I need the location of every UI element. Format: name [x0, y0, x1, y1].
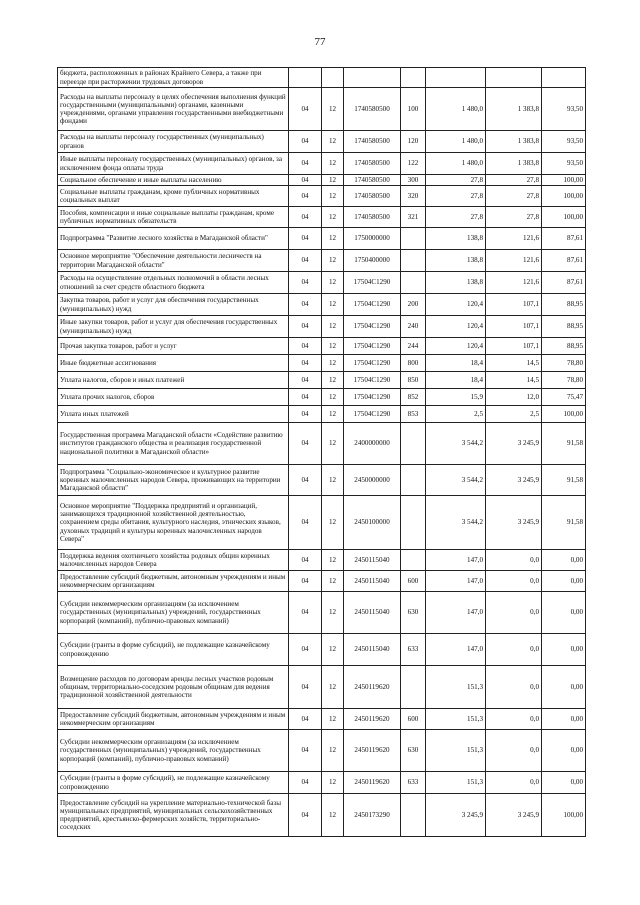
row-name-cell: Субсидии некоммерческим организациям (за исключением государственных (муниципальных) учреждений, государственных корпораций (компаний), публично-правовых компаний) [58, 730, 289, 772]
row-name-cell: Прочая закупка товаров, работ и услуг [58, 338, 289, 355]
plan-amount-cell: 147,0 [426, 550, 486, 571]
actual-amount-cell: 0,0 [486, 772, 542, 794]
table-row [58, 186, 586, 207]
target-code-cell: 17504С1290 [344, 316, 401, 338]
execution-percent-cell: 100,00 [542, 794, 586, 837]
table-row [58, 338, 586, 355]
actual-amount-cell: 2,5 [486, 406, 542, 423]
actual-amount-cell: 14,5 [486, 372, 542, 389]
plan-amount-cell: 1 480,0 [426, 131, 486, 153]
section-cell: 04 [289, 175, 322, 186]
table-row [58, 730, 586, 772]
expense-kind-cell: 853 [401, 406, 426, 423]
plan-amount-cell: 27,8 [426, 207, 486, 228]
target-code-cell: 1740580500 [344, 153, 401, 175]
execution-percent-cell: 100,00 [542, 207, 586, 228]
expense-kind-cell [401, 228, 426, 250]
execution-percent-cell [542, 68, 586, 88]
execution-percent-cell: 87,61 [542, 272, 586, 294]
row-name-cell: Социальные выплаты гражданам, кроме публичных нормативных социальных выплат [58, 186, 289, 207]
plan-amount-cell: 147,0 [426, 592, 486, 634]
target-code-cell: 1740580500 [344, 186, 401, 207]
actual-amount-cell: 14,5 [486, 355, 542, 372]
plan-amount-cell: 3 245,9 [426, 794, 486, 837]
actual-amount-cell: 0,0 [486, 709, 542, 730]
subsection-cell: 12 [322, 571, 344, 592]
target-code-cell: 2400000000 [344, 423, 401, 465]
target-code-cell: 2450115040 [344, 550, 401, 571]
subsection-cell: 12 [322, 272, 344, 294]
expense-kind-cell: 852 [401, 389, 426, 406]
table-row [58, 592, 586, 634]
actual-amount-cell [486, 68, 542, 88]
target-code-cell: 17504С1290 [344, 372, 401, 389]
plan-amount-cell: 3 544,2 [426, 496, 486, 550]
target-code-cell: 17504С1290 [344, 294, 401, 316]
expense-kind-cell: 633 [401, 772, 426, 794]
table-row [58, 355, 586, 372]
row-name-cell: Закупка товаров, работ и услуг для обеспечения государственных (муниципальных) нужд [58, 294, 289, 316]
target-code-cell: 2450119620 [344, 772, 401, 794]
row-name-cell: Подпрограмма "Развитие лесного хозяйства в Магаданской области" [58, 228, 289, 250]
section-cell: 04 [289, 634, 322, 666]
execution-percent-cell: 0,00 [542, 666, 586, 709]
subsection-cell: 12 [322, 88, 344, 131]
actual-amount-cell: 0,0 [486, 571, 542, 592]
subsection-cell: 12 [322, 153, 344, 175]
table-row [58, 228, 586, 250]
target-code-cell: 2450115040 [344, 571, 401, 592]
section-cell: 04 [289, 406, 322, 423]
execution-percent-cell: 0,00 [542, 592, 586, 634]
subsection-cell: 12 [322, 294, 344, 316]
subsection-cell: 12 [322, 592, 344, 634]
plan-amount-cell: 138,8 [426, 228, 486, 250]
actual-amount-cell: 12,0 [486, 389, 542, 406]
section-cell: 04 [289, 207, 322, 228]
expense-kind-cell: 122 [401, 153, 426, 175]
actual-amount-cell: 3 245,9 [486, 465, 542, 496]
plan-amount-cell: 120,4 [426, 294, 486, 316]
row-name-cell: Иные бюджетные ассигнования [58, 355, 289, 372]
execution-percent-cell: 93,50 [542, 153, 586, 175]
execution-percent-cell: 87,61 [542, 228, 586, 250]
subsection-cell: 12 [322, 372, 344, 389]
target-code-cell: 2450173290 [344, 794, 401, 837]
table-row [58, 634, 586, 666]
plan-amount-cell: 1 480,0 [426, 88, 486, 131]
execution-percent-cell: 93,50 [542, 131, 586, 153]
row-name-cell: Расходы на выплаты персоналу государственных (муниципальных) органов [58, 131, 289, 153]
actual-amount-cell: 121,6 [486, 272, 542, 294]
execution-percent-cell: 100,00 [542, 175, 586, 186]
table-row [58, 272, 586, 294]
section-cell: 04 [289, 228, 322, 250]
target-code-cell: 1740580500 [344, 207, 401, 228]
row-name-cell: Подпрограмма "Социально-экономическое и культурное развитие коренных малочисленных народов Севера, проживающих на территории Магаданской области" [58, 465, 289, 496]
plan-amount-cell: 151,3 [426, 709, 486, 730]
section-cell: 04 [289, 355, 322, 372]
target-code-cell: 1750000000 [344, 228, 401, 250]
actual-amount-cell: 1 383,8 [486, 153, 542, 175]
actual-amount-cell: 3 245,9 [486, 496, 542, 550]
table-row [58, 175, 586, 186]
subsection-cell: 12 [322, 465, 344, 496]
plan-amount-cell: 138,8 [426, 250, 486, 272]
target-code-cell: 2450100000 [344, 496, 401, 550]
row-name-cell: Поддержка ведения охотничьего хозяйства родовых общин коренных малочисленных народов Севера [58, 550, 289, 571]
table-row [58, 406, 586, 423]
execution-percent-cell: 0,00 [542, 730, 586, 772]
target-code-cell: 1740580500 [344, 175, 401, 186]
row-name-cell: Субсидии (гранты в форме субсидий), не подлежащие казначейскому сопровождению [58, 772, 289, 794]
target-code-cell: 2450115040 [344, 592, 401, 634]
expense-kind-cell [401, 250, 426, 272]
subsection-cell: 12 [322, 389, 344, 406]
subsection-cell [322, 68, 344, 88]
actual-amount-cell: 0,0 [486, 730, 542, 772]
subsection-cell: 12 [322, 355, 344, 372]
subsection-cell: 12 [322, 730, 344, 772]
row-name-cell: Субсидии некоммерческим организациям (за исключением государственных (муниципальных) учреждений, государственных корпораций (компаний), публично-правовых компаний) [58, 592, 289, 634]
plan-amount-cell: 3 544,2 [426, 465, 486, 496]
target-code-cell [344, 68, 401, 88]
section-cell: 04 [289, 131, 322, 153]
execution-percent-cell: 91,58 [542, 496, 586, 550]
actual-amount-cell: 0,0 [486, 666, 542, 709]
execution-percent-cell: 91,58 [542, 465, 586, 496]
target-code-cell: 2450115040 [344, 634, 401, 666]
expense-kind-cell: 630 [401, 592, 426, 634]
subsection-cell: 12 [322, 250, 344, 272]
expense-kind-cell [401, 423, 426, 465]
subsection-cell: 12 [322, 709, 344, 730]
actual-amount-cell: 107,1 [486, 294, 542, 316]
actual-amount-cell: 107,1 [486, 338, 542, 355]
expense-kind-cell: 630 [401, 730, 426, 772]
table-row [58, 131, 586, 153]
expense-kind-cell: 633 [401, 634, 426, 666]
target-code-cell: 1740580500 [344, 88, 401, 131]
actual-amount-cell: 0,0 [486, 550, 542, 571]
row-name-cell: Государственная программа Магаданской области «Содействие развитию институтов гражданского общества и реализация государственной национальной политики в Магаданской области» [58, 423, 289, 465]
row-name-cell: Расходы на осуществление отдельных полномочий в области лесных отношений за счет средств областного бюджета [58, 272, 289, 294]
target-code-cell: 17504С1290 [344, 338, 401, 355]
plan-amount-cell: 120,4 [426, 338, 486, 355]
table-row [58, 250, 586, 272]
section-cell: 04 [289, 372, 322, 389]
execution-percent-cell: 100,00 [542, 186, 586, 207]
subsection-cell: 12 [322, 207, 344, 228]
target-code-cell: 2450000000 [344, 465, 401, 496]
plan-amount-cell: 18,4 [426, 355, 486, 372]
row-name-cell: Уплата налогов, сборов и иных платежей [58, 372, 289, 389]
table-row [58, 294, 586, 316]
execution-percent-cell: 0,00 [542, 772, 586, 794]
actual-amount-cell: 1 383,8 [486, 88, 542, 131]
section-cell: 04 [289, 316, 322, 338]
plan-amount-cell: 138,8 [426, 272, 486, 294]
expense-kind-cell: 120 [401, 131, 426, 153]
execution-percent-cell: 88,95 [542, 338, 586, 355]
actual-amount-cell: 0,0 [486, 592, 542, 634]
plan-amount-cell: 147,0 [426, 634, 486, 666]
actual-amount-cell: 27,8 [486, 207, 542, 228]
execution-percent-cell: 0,00 [542, 709, 586, 730]
section-cell: 04 [289, 730, 322, 772]
budget-table [57, 67, 586, 837]
actual-amount-cell: 107,1 [486, 316, 542, 338]
subsection-cell: 12 [322, 186, 344, 207]
plan-amount-cell: 151,3 [426, 666, 486, 709]
subsection-cell: 12 [322, 794, 344, 837]
expense-kind-cell [401, 550, 426, 571]
section-cell: 04 [289, 465, 322, 496]
actual-amount-cell: 121,6 [486, 228, 542, 250]
table-row [58, 423, 586, 465]
table-row [58, 772, 586, 794]
actual-amount-cell: 3 245,9 [486, 794, 542, 837]
actual-amount-cell: 27,8 [486, 186, 542, 207]
expense-kind-cell: 600 [401, 709, 426, 730]
table-row [58, 316, 586, 338]
budget-table-body [58, 68, 586, 837]
section-cell: 04 [289, 794, 322, 837]
row-name-cell: Иные выплаты персоналу государственных (муниципальных) органов, за исключением фонда оплаты труда [58, 153, 289, 175]
target-code-cell: 1750400000 [344, 250, 401, 272]
target-code-cell: 2450119620 [344, 666, 401, 709]
row-name-cell: Предоставление субсидий бюджетным, автономным учреждениям и иным некоммерческим организациям [58, 571, 289, 592]
expense-kind-cell: 600 [401, 571, 426, 592]
table-row [58, 389, 586, 406]
plan-amount-cell: 151,3 [426, 730, 486, 772]
table-row [58, 666, 586, 709]
actual-amount-cell: 0,0 [486, 634, 542, 666]
execution-percent-cell: 75,47 [542, 389, 586, 406]
expense-kind-cell: 321 [401, 207, 426, 228]
execution-percent-cell: 93,50 [542, 88, 586, 131]
table-row [58, 88, 586, 131]
expense-kind-cell: 320 [401, 186, 426, 207]
row-name-cell: Социальное обеспечение и иные выплаты населению [58, 175, 289, 186]
subsection-cell: 12 [322, 406, 344, 423]
subsection-cell: 12 [322, 175, 344, 186]
section-cell: 04 [289, 153, 322, 175]
expense-kind-cell [401, 272, 426, 294]
row-name-cell: Возмещение расходов по договорам аренды лесных участков родовым общинам, территориально-соседским родовым общинам для ведения традиционной хозяйственной деятельности [58, 666, 289, 709]
subsection-cell: 12 [322, 338, 344, 355]
subsection-cell: 12 [322, 634, 344, 666]
table-row [58, 153, 586, 175]
section-cell: 04 [289, 772, 322, 794]
row-name-cell: Предоставление субсидий на укрепление материально-технической базы муниципальных предприятий, муниципальных сельскохозяйственных предприятий, крестьянско-фермерских хозяйств, территориально-соседских [58, 794, 289, 837]
plan-amount-cell: 120,4 [426, 316, 486, 338]
table-row [58, 207, 586, 228]
plan-amount-cell [426, 68, 486, 88]
row-name-cell: Расходы на выплаты персоналу в целях обеспечения выполнения функций государственными (муниципальными) органами, казенными учреждениями, органами управления государственными внебюджетными фондами [58, 88, 289, 131]
subsection-cell: 12 [322, 666, 344, 709]
execution-percent-cell: 87,61 [542, 250, 586, 272]
row-name-cell: Основное мероприятие "Поддержка предприятий и организаций, занимающихся традиционной хозяйственной деятельностью, сохранением среды обитания, культурного наследия, этнических языков, духовных традиций и культуры коренных малочисленных народов Севера" [58, 496, 289, 550]
expense-kind-cell: 244 [401, 338, 426, 355]
plan-amount-cell: 2,5 [426, 406, 486, 423]
actual-amount-cell: 3 245,9 [486, 423, 542, 465]
table-row [58, 709, 586, 730]
plan-amount-cell: 18,4 [426, 372, 486, 389]
section-cell: 04 [289, 550, 322, 571]
expense-kind-cell: 240 [401, 316, 426, 338]
section-cell: 04 [289, 389, 322, 406]
section-cell: 04 [289, 338, 322, 355]
table-row [58, 372, 586, 389]
target-code-cell: 2450119620 [344, 730, 401, 772]
target-code-cell: 2450119620 [344, 709, 401, 730]
execution-percent-cell: 78,80 [542, 372, 586, 389]
subsection-cell: 12 [322, 228, 344, 250]
table-row [58, 794, 586, 837]
row-name-cell: Предоставление субсидий бюджетным, автономным учреждениям и иным некоммерческим организациям [58, 709, 289, 730]
subsection-cell: 12 [322, 316, 344, 338]
plan-amount-cell: 147,0 [426, 571, 486, 592]
table-row [58, 571, 586, 592]
section-cell: 04 [289, 496, 322, 550]
plan-amount-cell: 15,9 [426, 389, 486, 406]
execution-percent-cell: 88,95 [542, 316, 586, 338]
row-name-cell: Субсидии (гранты в форме субсидий), не подлежащие казначейскому сопровождению [58, 634, 289, 666]
target-code-cell: 17504С1290 [344, 406, 401, 423]
row-name-cell: бюджета, расположенных в районах Крайнего Севера, а также при переезде при расторжении трудовых договоров [58, 68, 289, 88]
execution-percent-cell: 91,58 [542, 423, 586, 465]
execution-percent-cell: 78,80 [542, 355, 586, 372]
expense-kind-cell: 850 [401, 372, 426, 389]
expense-kind-cell [401, 465, 426, 496]
expense-kind-cell: 300 [401, 175, 426, 186]
target-code-cell: 17504С1290 [344, 389, 401, 406]
actual-amount-cell: 27,8 [486, 175, 542, 186]
expense-kind-cell [401, 496, 426, 550]
subsection-cell: 12 [322, 131, 344, 153]
execution-percent-cell: 0,00 [542, 571, 586, 592]
subsection-cell: 12 [322, 772, 344, 794]
table-row [58, 68, 586, 88]
table-row [58, 465, 586, 496]
table-row [58, 496, 586, 550]
expense-kind-cell: 100 [401, 88, 426, 131]
execution-percent-cell: 88,95 [542, 294, 586, 316]
execution-percent-cell: 0,00 [542, 634, 586, 666]
section-cell: 04 [289, 571, 322, 592]
execution-percent-cell: 0,00 [542, 550, 586, 571]
execution-percent-cell: 100,00 [542, 406, 586, 423]
plan-amount-cell: 151,3 [426, 772, 486, 794]
section-cell: 04 [289, 666, 322, 709]
section-cell [289, 68, 322, 88]
row-name-cell: Основное мероприятие "Обеспечение деятельности лесничеств на территории Магаданской области" [58, 250, 289, 272]
row-name-cell: Иные закупки товаров, работ и услуг для обеспечения государственных (муниципальных) нужд [58, 316, 289, 338]
target-code-cell: 17504С1290 [344, 272, 401, 294]
plan-amount-cell: 27,8 [426, 175, 486, 186]
section-cell: 04 [289, 294, 322, 316]
expense-kind-cell [401, 666, 426, 709]
section-cell: 04 [289, 272, 322, 294]
section-cell: 04 [289, 423, 322, 465]
section-cell: 04 [289, 250, 322, 272]
subsection-cell: 12 [322, 496, 344, 550]
table-row [58, 550, 586, 571]
plan-amount-cell: 27,8 [426, 186, 486, 207]
expense-kind-cell [401, 794, 426, 837]
section-cell: 04 [289, 592, 322, 634]
row-name-cell: Пособия, компенсации и иные социальные выплаты гражданам, кроме публичных нормативных обязательств [58, 207, 289, 228]
expense-kind-cell [401, 68, 426, 88]
section-cell: 04 [289, 186, 322, 207]
actual-amount-cell: 1 383,8 [486, 131, 542, 153]
target-code-cell: 17504С1290 [344, 355, 401, 372]
expense-kind-cell: 800 [401, 355, 426, 372]
target-code-cell: 1740580500 [344, 131, 401, 153]
section-cell: 04 [289, 709, 322, 730]
row-name-cell: Уплата прочих налогов, сборов [58, 389, 289, 406]
subsection-cell: 12 [322, 423, 344, 465]
section-cell: 04 [289, 88, 322, 131]
row-name-cell: Уплата иных платежей [58, 406, 289, 423]
page-number: 77 [314, 36, 326, 48]
actual-amount-cell: 121,6 [486, 250, 542, 272]
expense-kind-cell: 200 [401, 294, 426, 316]
subsection-cell: 12 [322, 550, 344, 571]
plan-amount-cell: 3 544,2 [426, 423, 486, 465]
plan-amount-cell: 1 480,0 [426, 153, 486, 175]
